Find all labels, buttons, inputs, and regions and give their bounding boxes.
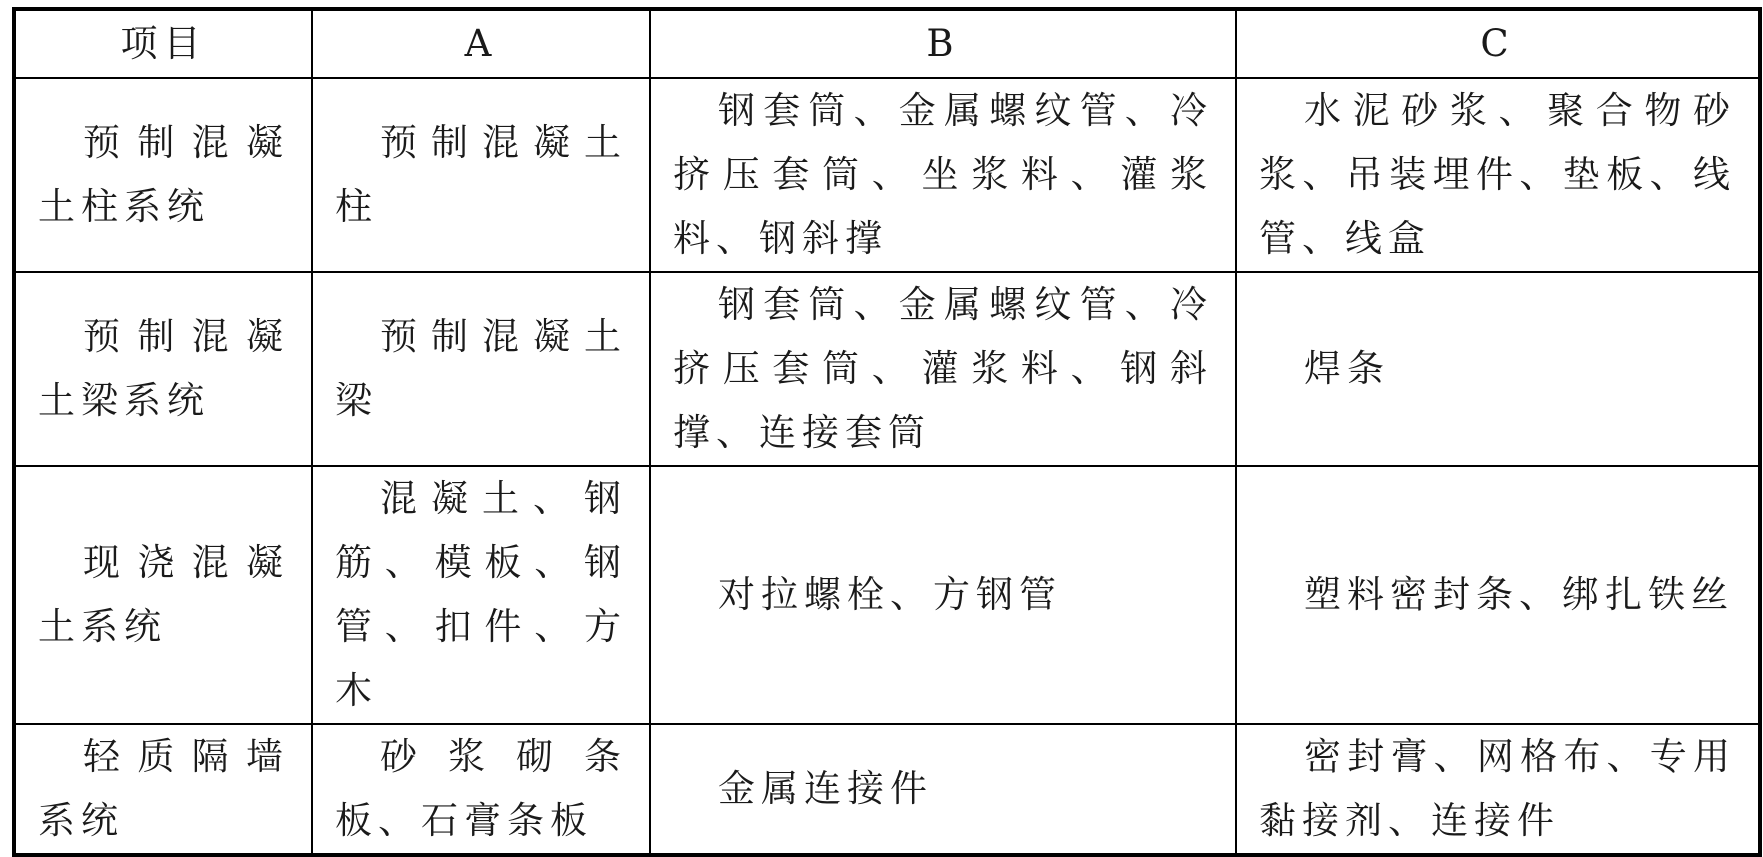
cell-a: 预制混凝土梁 xyxy=(312,272,650,466)
table-header xyxy=(14,9,1760,78)
cell-c: 塑料密封条、绑扎铁丝 xyxy=(1236,466,1760,724)
table-body xyxy=(14,78,1760,855)
header-b: B xyxy=(650,9,1236,78)
cell-c: 密封膏、网格布、专用黏接剂、连接件 xyxy=(1236,724,1760,855)
cell-item: 轻质隔墙系统 xyxy=(14,724,312,855)
cell-a: 预制混凝土柱 xyxy=(312,78,650,272)
cell-c: 水泥砂浆、聚合物砂浆、吊装埋件、垫板、线管、线盒 xyxy=(1236,78,1760,272)
header-a: A xyxy=(312,9,650,78)
cell-item: 现浇混凝土系统 xyxy=(14,466,312,724)
materials-table xyxy=(12,7,1762,857)
header-item: 项目 xyxy=(14,9,312,78)
table-row xyxy=(14,724,1760,855)
cell-b: 钢套筒、金属螺纹管、冷挤压套筒、坐浆料、灌浆料、钢斜撑 xyxy=(650,78,1236,272)
table-row xyxy=(14,272,1760,466)
cell-a: 砂浆砌条板、石膏条板 xyxy=(312,724,650,855)
header-row xyxy=(14,9,1760,78)
cell-item: 预制混凝土柱系统 xyxy=(14,78,312,272)
header-c: C xyxy=(1236,9,1760,78)
cell-item: 预制混凝土梁系统 xyxy=(14,272,312,466)
cell-c: 焊条 xyxy=(1236,272,1760,466)
cell-b: 对拉螺栓、方钢管 xyxy=(650,466,1236,724)
table-row xyxy=(14,78,1760,272)
cell-b: 钢套筒、金属螺纹管、冷挤压套筒、灌浆料、钢斜撑、连接套筒 xyxy=(650,272,1236,466)
table-row xyxy=(14,466,1760,724)
cell-b: 金属连接件 xyxy=(650,724,1236,855)
cell-a: 混凝土、钢筋、模板、钢管、扣件、方木 xyxy=(312,466,650,724)
